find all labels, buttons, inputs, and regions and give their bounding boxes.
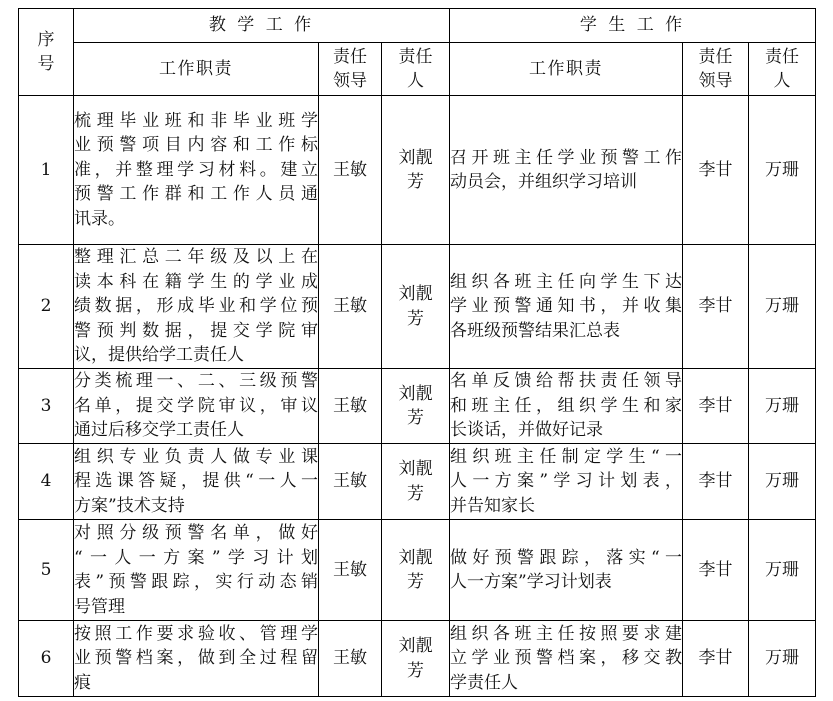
teaching-duty [74,621,319,697]
duty-line: 并告知家长 [450,495,535,516]
name-line: 刘靓 [398,284,433,304]
duty-line: 组织各班主任按照要求建 [450,623,682,644]
seq-header-line: 号 [37,54,55,74]
header-row-1 [19,9,816,43]
teaching-person [382,621,450,697]
duty-line: 动员会，并组织学习培训 [450,172,637,192]
table-row [19,520,816,621]
student-duty [450,245,683,369]
duty-line: 组织各班主任向学生下达 [450,271,682,292]
student-leader: 李甘 [683,621,749,697]
table-row [19,621,816,697]
student-person: 万珊 [749,245,816,369]
name-line: 芳 [407,408,424,428]
duty-line: 人一方案”学习计划表 [450,572,612,592]
table-row [19,245,816,369]
student-leader: 李甘 [683,444,749,520]
duty-line: 议，提供给学工责任人 [74,345,244,366]
name-line: 芳 [407,172,424,192]
row-number: 1 [19,96,74,245]
table-header [19,9,816,96]
teaching-person [382,96,450,245]
duty-line: 程选课答疑，提供“一人一 [74,471,318,492]
student-person: 万珊 [749,96,816,245]
teaching-work-title: 教 学 工 作 [74,9,450,43]
student-person: 万珊 [749,444,816,520]
teaching-leader: 王敏 [319,520,382,621]
name-line: 刘靓 [398,459,433,479]
duty-line: 号管理 [74,596,125,617]
name-line: 芳 [407,572,424,592]
name-line: 芳 [407,308,424,329]
name-line: 芳 [407,660,424,681]
duty-line: 痕 [74,672,91,693]
teaching-leader: 王敏 [319,245,382,369]
student-leader: 李甘 [683,96,749,245]
header-row-2 [19,43,816,96]
student-duty [450,369,683,444]
teaching-duty [74,369,319,444]
seq-header [19,9,74,96]
duty-line: “一人一方案”学习计划 [74,547,318,568]
header-line: 人 [407,71,424,91]
duty-line: 长谈话，并做好记录 [450,420,603,441]
table-row [19,96,816,245]
teaching-person [382,369,450,444]
student-duty [450,96,683,245]
duty-line: 通过后移交学工责任人 [74,420,244,441]
header-line: 责任 [333,46,367,67]
duty-line: 名单，提交学院审议，审议 [74,395,318,416]
duty-line: 学业预警通知书，并收集 [450,296,682,317]
teaching-leader: 王敏 [319,444,382,520]
row-number: 5 [19,520,74,621]
row-number: 3 [19,369,74,444]
duty-line: 表”预警跟踪，实行动态销 [74,572,318,592]
teaching-duty [74,245,319,369]
teaching-duty [74,96,319,245]
duty-line: 组织班主任制定学生“一 [450,446,682,467]
duty-line: 讯录。 [74,208,125,229]
duty-line: 立学业预警档案，移交教 [450,648,682,669]
duty-line: 组织专业负责人做专业课 [74,446,318,467]
duty-line: 各班级预警结果汇总表 [450,320,620,341]
teaching-leader-header [319,43,382,96]
header-line: 领导 [698,71,733,91]
duty-line: 和班主任，组织学生和家 [450,395,682,416]
duty-line: 预警工作群和工作人员通 [74,184,318,205]
duty-line: 整理汇总二年级及以上在 [74,247,318,268]
row-number: 6 [19,621,74,697]
name-line: 刘靓 [398,547,433,568]
duty-line: 名单反馈给帮扶责任领导 [450,371,682,392]
student-leader: 李甘 [683,245,749,369]
student-duty-header: 工作职责 [450,43,683,96]
header-line: 责任 [698,46,733,67]
duty-line: 分类梳理一、二、三级预警 [74,371,318,392]
teaching-person [382,245,450,369]
duty-line: 业预警档案，做到全过程留 [74,648,318,669]
teaching-person [382,444,450,520]
name-line: 刘靓 [398,636,433,656]
row-number: 2 [19,245,74,369]
name-line: 刘靓 [398,383,433,404]
teaching-person [382,520,450,621]
seq-header-line: 序 [37,29,55,50]
student-person: 万珊 [749,369,816,444]
duty-line: 准，并整理学习材料。建立 [74,159,318,180]
student-person-header [749,43,816,96]
duty-line: 警预判数据，提交学院审 [74,320,318,341]
duty-line: 学责任人 [450,672,518,693]
duty-line: 读本科在籍学生的学业成 [74,271,318,292]
student-leader: 李甘 [683,520,749,621]
student-duty [450,520,683,621]
duty-line: 按照工作要求验收、管理学 [74,623,318,644]
student-duty [450,444,683,520]
table-body [19,96,816,697]
student-leader-header [683,43,749,96]
duty-line: 对照分级预警名单，做好 [74,523,318,543]
header-line: 责任 [765,46,799,67]
duty-line: 梳理毕业班和非毕业班学 [74,110,318,131]
student-person: 万珊 [749,621,816,697]
student-person: 万珊 [749,520,816,621]
student-duty [450,621,683,697]
table-row [19,369,816,444]
duty-line: 方案”技术支持 [74,495,185,516]
teaching-person-header [382,43,450,96]
name-line: 芳 [407,483,424,504]
student-work-title: 学 生 工 作 [450,9,816,43]
name-line: 刘靓 [398,147,433,168]
teaching-leader: 王敏 [319,621,382,697]
work-plan-table [18,8,816,697]
duty-line: 召开班主任学业预警工作 [450,147,682,168]
duty-line: 业预警项目内容和工作标 [74,135,318,156]
header-line: 人 [773,71,791,91]
duty-line: 绩数据，形成毕业和学位预 [74,296,318,317]
header-line: 责任 [398,46,433,67]
teaching-duty [74,444,319,520]
duty-line: 做好预警跟踪，落实“一 [450,547,682,568]
row-number: 4 [19,444,74,520]
teaching-leader: 王敏 [319,96,382,245]
header-line: 领导 [333,71,367,91]
student-leader: 李甘 [683,369,749,444]
duty-line: 人一方案”学习计划表， [450,471,682,492]
teaching-duty-header: 工作职责 [74,43,319,96]
teaching-leader: 王敏 [319,369,382,444]
table-row [19,444,816,520]
teaching-duty [74,520,319,621]
